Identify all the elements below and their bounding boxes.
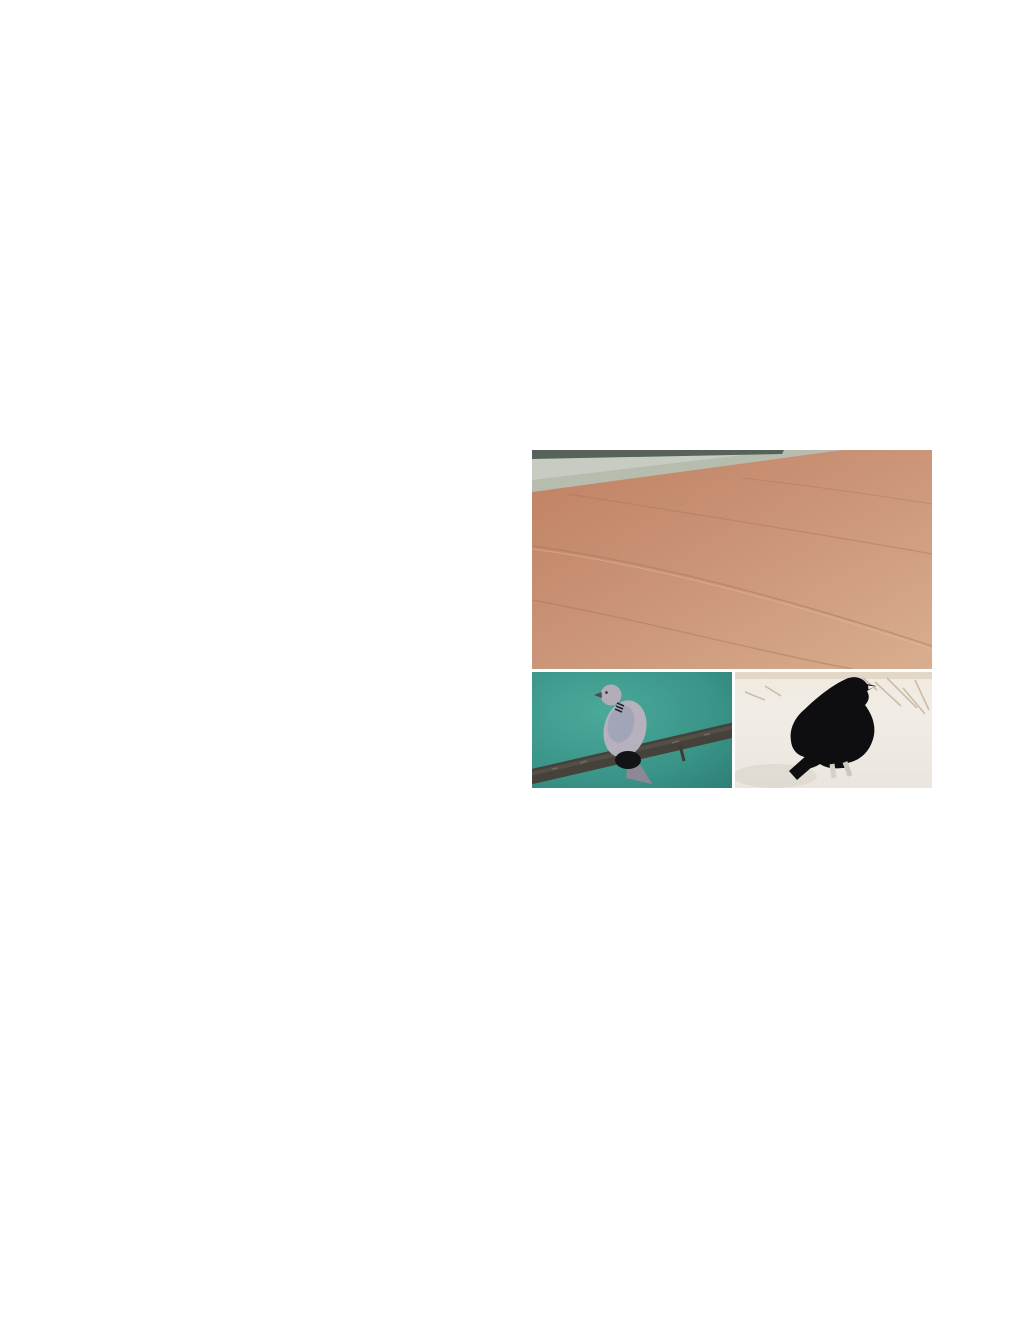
snow-top-band bbox=[735, 672, 932, 679]
figure-raven-image bbox=[735, 672, 932, 788]
figure-legend bbox=[532, 793, 932, 826]
figure-top-pigeons-image bbox=[532, 450, 932, 669]
left-column bbox=[98, 445, 492, 476]
arxiv-watermark bbox=[32, 363, 62, 957]
figure-bottom-row bbox=[532, 672, 932, 788]
right-column bbox=[532, 450, 932, 875]
figure-turtle-dove-image bbox=[532, 672, 732, 788]
